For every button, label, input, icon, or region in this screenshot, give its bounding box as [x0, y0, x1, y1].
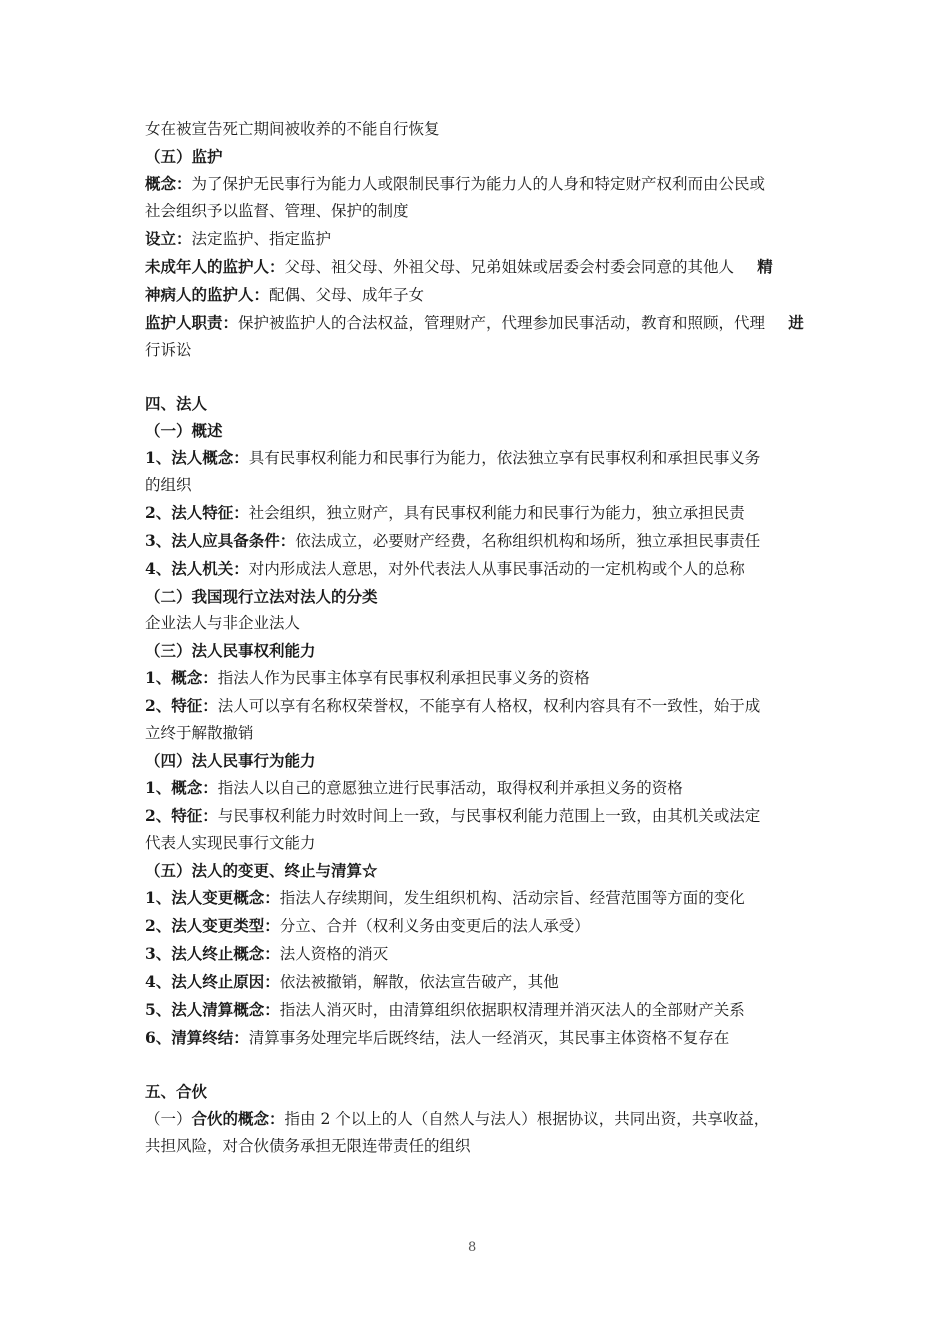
line-tail: 精 [757, 257, 773, 276]
term-description: 指法人存续期间，发生组织机构、活动宗旨、经营范围等方面的变化 [279, 889, 745, 907]
body-text-line: 行诉讼 [145, 341, 192, 359]
definition-line [145, 912, 810, 940]
term-description: 指法人作为民事主体享有民事权利承担民事义务的资格 [217, 669, 590, 687]
body-text-line: 立终于解散撤销 [145, 724, 254, 742]
term-description: 父母、祖父母、外祖父母、兄弟姐妹或居委会村委会同意的其他人 [284, 258, 735, 276]
term-description: 法人可以享有名称权荣誉权，不能享有人格权，权利内容具有不一致性，始于成 [217, 697, 761, 715]
section-heading: （二）我国现行立法对法人的分类 [145, 587, 378, 606]
term-label: 2、特征： [145, 806, 218, 825]
term-label: 2、法人特征： [145, 503, 249, 522]
section-heading: （三）法人民事权利能力 [145, 641, 316, 660]
term-description: 为了保护无民事行为能力人或限制民事行为能力人的人身和特定财产权利而由公民或 [191, 175, 766, 193]
term-description: 指法人以自己的意愿独立进行民事活动，取得权利并承担义务的资格 [217, 779, 683, 797]
definition-line [145, 968, 810, 996]
line-tail: 进 [788, 313, 804, 332]
term-label: 4、法人机关： [145, 559, 249, 578]
term-description: 指法人消灭时，由清算组织依据职权清理并消灭法人的全部财产关系 [279, 1001, 745, 1019]
definition-line [145, 996, 810, 1024]
term-label: 3、法人终止概念： [145, 944, 280, 963]
definition-line [145, 499, 810, 527]
spacer [765, 314, 788, 332]
body-text-line: 共担风险，对合伙债务承担无限连带责任的组织 [145, 1137, 471, 1155]
body-text-line: 企业法人与非企业法人 [145, 614, 301, 632]
term-label: 2、法人变更类型： [145, 916, 280, 935]
term-label: 1、法人变更概念： [145, 888, 280, 907]
term-description: 配偶、父母、成年子女 [269, 286, 425, 304]
term-description: 保护被监护人的合法权益，管理财产，代理参加民事活动，教育和照顾，代理 [238, 314, 766, 332]
term-label: 概念： [145, 174, 192, 193]
section-heading: （五）法人的变更、终止与清算☆ [145, 861, 378, 880]
section-heading: 四、法人 [145, 394, 208, 413]
item-prefix: （一） [145, 1110, 192, 1128]
section-heading: （一）概述 [145, 421, 223, 440]
definition-line [145, 692, 810, 720]
term-label: 1、概念： [145, 668, 218, 687]
definition-line [145, 940, 810, 968]
section-heading: （四）法人民事行为能力 [145, 751, 316, 770]
definition-line [145, 802, 810, 830]
section-heading: （五）监护 [145, 147, 223, 166]
term-label: 神病人的监护人： [145, 285, 270, 304]
definition-line [145, 555, 810, 583]
term-label: 4、法人终止原因： [145, 972, 280, 991]
definition-line [145, 1105, 810, 1133]
term-label: 未成年人的监护人： [145, 257, 285, 276]
definition-line [145, 664, 810, 692]
term-description: 依法成立，必要财产经费，名称组织机构和场所，独立承担民事责任 [295, 532, 761, 550]
term-description: 依法被撤销，解散，依法宣告破产，其他 [279, 973, 559, 991]
term-description: 法定监护、指定监护 [191, 230, 332, 248]
body-text-line: 的组织 [145, 476, 192, 494]
definition-line [145, 309, 810, 337]
definition-line [145, 281, 810, 309]
body-text-line: 女在被宣告死亡期间被收养的不能自行恢复 [145, 120, 440, 138]
term-label: 设立： [145, 229, 192, 248]
definition-line [145, 225, 810, 253]
term-description: 清算事务处理完毕后既终结，法人一经消灭，其民事主体资格不复存在 [248, 1029, 730, 1047]
body-text-line: 代表人实现民事行文能力 [145, 834, 316, 852]
term-label: 2、特征： [145, 696, 218, 715]
definition-line [145, 884, 810, 912]
spacer [734, 258, 757, 276]
definition-line [145, 527, 810, 555]
paragraph-gap [145, 364, 810, 390]
definition-line [145, 774, 810, 802]
document-body [145, 116, 810, 1160]
term-description: 对内形成法人意思，对外代表法人从事民事活动的一定机构或个人的总称 [248, 560, 745, 578]
term-description: 指由 2 个以上的人（自然人与法人）根据协议，共同出资，共享收益， [284, 1110, 770, 1128]
definition-line [145, 1024, 810, 1052]
term-description: 社会组织，独立财产，具有民事权利能力和民事行为能力，独立承担民责 [248, 504, 745, 522]
term-label: 5、法人清算概念： [145, 1000, 280, 1019]
page-number: 8 [468, 1240, 477, 1255]
definition-line [145, 170, 810, 198]
term-description: 法人资格的消灭 [279, 945, 389, 963]
paragraph-gap [145, 1052, 810, 1078]
section-heading: 五、合伙 [145, 1082, 208, 1101]
term-label: 3、法人应具备条件： [145, 531, 296, 550]
term-label: 6、清算终结： [145, 1028, 249, 1047]
body-text-line: 社会组织予以监督、管理、保护的制度 [145, 202, 409, 220]
definition-line [145, 444, 810, 472]
term-label: 合伙的概念： [191, 1109, 285, 1128]
term-label: 1、概念： [145, 778, 218, 797]
term-description: 分立、合并（权利义务由变更后的法人承受） [279, 917, 590, 935]
definition-line [145, 253, 810, 281]
term-description: 具有民事权利能力和民事行为能力，依法独立享有民事权利和承担民事义务 [248, 449, 761, 467]
term-description: 与民事权利能力时效时间上一致，与民事权利能力范围上一致，由其机关或法定 [217, 807, 761, 825]
term-label: 监护人职责： [145, 313, 239, 332]
term-label: 1、法人概念： [145, 448, 249, 467]
